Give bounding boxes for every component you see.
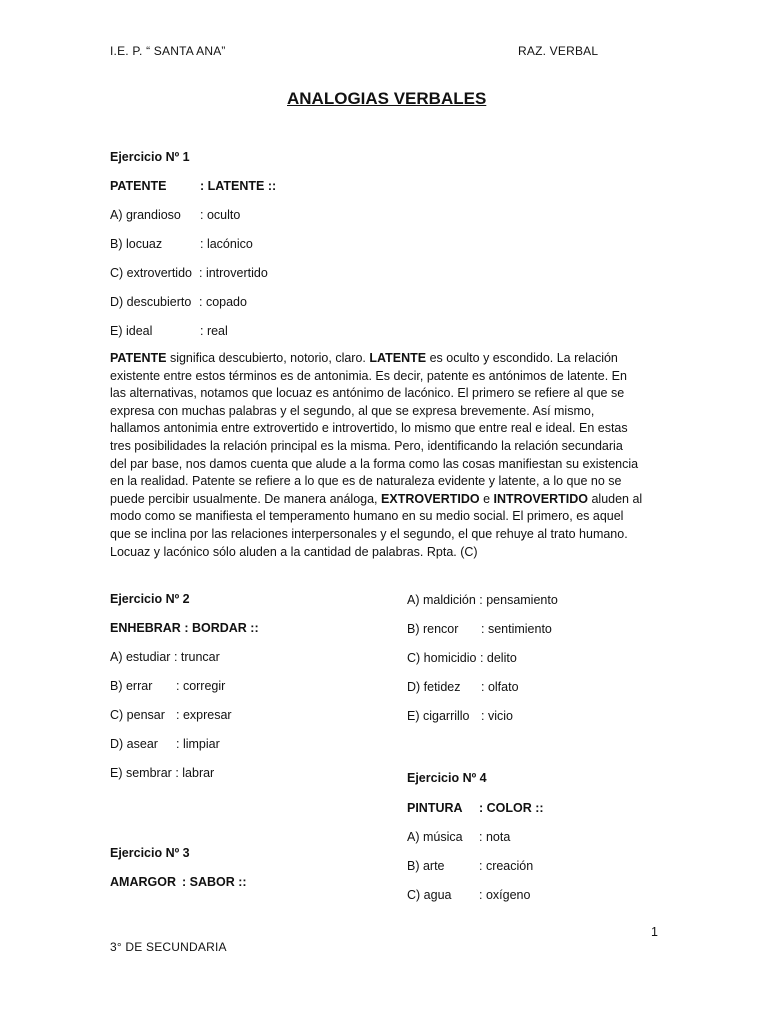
ex1-explanation (110, 350, 660, 561)
text-run: e (479, 491, 494, 506)
option-term-b: : vicio (481, 709, 513, 723)
explanation-line: las alternativas, notamos que locuaz es antónimo de lacónico. El primero se refiere al que se (110, 386, 625, 401)
header-subject: RAZ. VERBAL (518, 44, 599, 58)
option-term-a: A) música (407, 830, 463, 844)
ex2-premise (110, 621, 259, 635)
ex4-option (407, 859, 533, 873)
ex3-premise-term-a: AMARGOR (110, 875, 176, 889)
option-term-a: C) homicidio (407, 651, 477, 665)
ex1-premise (110, 179, 276, 193)
explanation-line: en la realidad. Patente se refiere a lo que es de naturaleza evidente y latente, a lo que no se (110, 474, 622, 489)
explanation-line: expresa con muchas palabras y el segundo, al que se expresa brevemente. Así mismo, (110, 403, 595, 418)
page-number: 1 (651, 925, 658, 939)
option-term-a: B) locuaz (110, 237, 163, 251)
option-term-a: C) extrovertido (110, 266, 192, 280)
explanation-line: tres posibilidades la relación principal es la misma. Pero, identificando la relación secundaria (110, 438, 623, 453)
option-term-b: : truncar (173, 650, 220, 664)
ex3-option (407, 651, 517, 665)
explanation-line (110, 350, 660, 368)
explanation-line: modo como se manifiesta el temperamento humano en su medio social. El primero, es aquel (110, 509, 624, 524)
bold-term: LATENTE (369, 351, 427, 365)
explanation-line (110, 491, 660, 509)
option-term-b: : copado (199, 295, 247, 309)
bold-term: EXTROVERTIDO (381, 491, 480, 506)
option-term-a: E) cigarrillo (407, 709, 470, 723)
option-term-b: : nota (479, 830, 511, 844)
option-term-a: B) arte (407, 859, 445, 873)
option-term-a: B) rencor (407, 622, 459, 636)
option-term-a: D) fetidez (407, 680, 461, 694)
ex1-option (110, 295, 247, 309)
explanation-line: que se inclina por las relaciones interpersonales y el segundo, el que rehuye al trato humano. (110, 526, 628, 541)
ex4-premise-term-a: PINTURA (407, 801, 463, 815)
ex3-option (407, 680, 519, 694)
text-run: es oculto y escondido. La relación (426, 351, 618, 365)
option-term-b: : corregir (176, 679, 226, 693)
ex2-premise-term-a: ENHEBRAR (110, 621, 181, 635)
option-term-b: : lacónico (200, 237, 253, 251)
ex4-heading: Ejercicio Nº 4 (407, 771, 487, 785)
explanation-line: del par base, nos damos cuenta que alude a la forma como las cosas manifiestan su existencia (110, 456, 639, 471)
ex4-option (407, 830, 510, 844)
option-term-a: E) ideal (110, 324, 153, 338)
ex2-option (110, 650, 220, 664)
ex2-heading: Ejercicio Nº 2 (110, 592, 190, 606)
ex1-premise-term-a: PATENTE (110, 179, 167, 193)
ex2-option (110, 679, 225, 693)
option-term-a: B) errar (110, 679, 153, 693)
option-term-b: : delito (479, 651, 517, 665)
ex1-option (110, 237, 253, 251)
footer-grade: 3° DE SECUNDARIA (110, 940, 227, 954)
ex3-option (407, 622, 552, 636)
ex3-option (407, 709, 513, 723)
option-term-a: D) asear (110, 737, 158, 751)
ex1-option (110, 266, 268, 280)
option-term-b: : oculto (200, 208, 241, 222)
option-term-a: A) grandioso (110, 208, 181, 222)
ex1-premise-term-b: : LATENTE :: (200, 179, 277, 193)
option-term-b: : introvertido (199, 266, 268, 280)
ex3-heading: Ejercicio Nº 3 (110, 846, 190, 860)
ex3-premise (110, 875, 247, 889)
ex3-option (407, 593, 558, 607)
ex1-option (110, 324, 228, 338)
ex3-premise-term-b: : SABOR :: (182, 875, 247, 889)
option-term-b: : creación (479, 859, 534, 873)
ex2-option (110, 737, 220, 751)
option-term-b: : oxígeno (479, 888, 531, 902)
ex4-option (407, 888, 530, 902)
explanation-line: hallamos antonimia entre extrovertido e introvertido, lo mismo que entre real e ideal. En estas (110, 421, 628, 436)
text-run: puede percibir usualmente. De manera análoga, (110, 491, 382, 506)
option-term-a: C) agua (407, 888, 452, 902)
ex2-option (110, 766, 214, 780)
ex1-option (110, 208, 240, 222)
bold-term: INTROVERTIDO (493, 491, 588, 506)
option-term-b: : limpiar (176, 737, 220, 751)
explanation-line: existente entre estos términos es de antonimia. Es decir, patente es antónimos de latente. En (110, 368, 627, 383)
ex4-premise-term-b: : COLOR :: (479, 801, 544, 815)
option-term-b: : real (200, 324, 228, 338)
header-school: I.E. P. “ SANTA ANA” (110, 44, 226, 58)
option-term-b: : labrar (175, 766, 215, 780)
ex2-option (110, 708, 232, 722)
explanation-line: Locuaz y lacónico sólo aluden a la cantidad de palabras. Rpta. (C) (110, 544, 478, 559)
option-term-a: A) maldición (407, 593, 476, 607)
text-run: significa descubierto, notorio, claro. (166, 351, 370, 365)
option-term-b: : pensamiento (479, 593, 558, 607)
option-term-a: A) estudiar (110, 650, 171, 664)
option-term-b: : olfato (481, 680, 519, 694)
option-term-a: D) descubierto (110, 295, 192, 309)
option-term-b: : expresar (176, 708, 232, 722)
ex4-premise (407, 801, 544, 815)
option-term-a: E) sembrar (110, 766, 172, 780)
ex1-heading: Ejercicio Nº 1 (110, 150, 190, 164)
option-term-a: C) pensar (110, 708, 165, 722)
bold-term: PATENTE (110, 351, 167, 365)
ex2-premise-term-b: : BORDAR :: (184, 621, 259, 635)
option-term-b: : sentimiento (481, 622, 552, 636)
page-title: ANALOGIAS VERBALES (287, 89, 487, 108)
text-run: aluden al (588, 491, 643, 506)
